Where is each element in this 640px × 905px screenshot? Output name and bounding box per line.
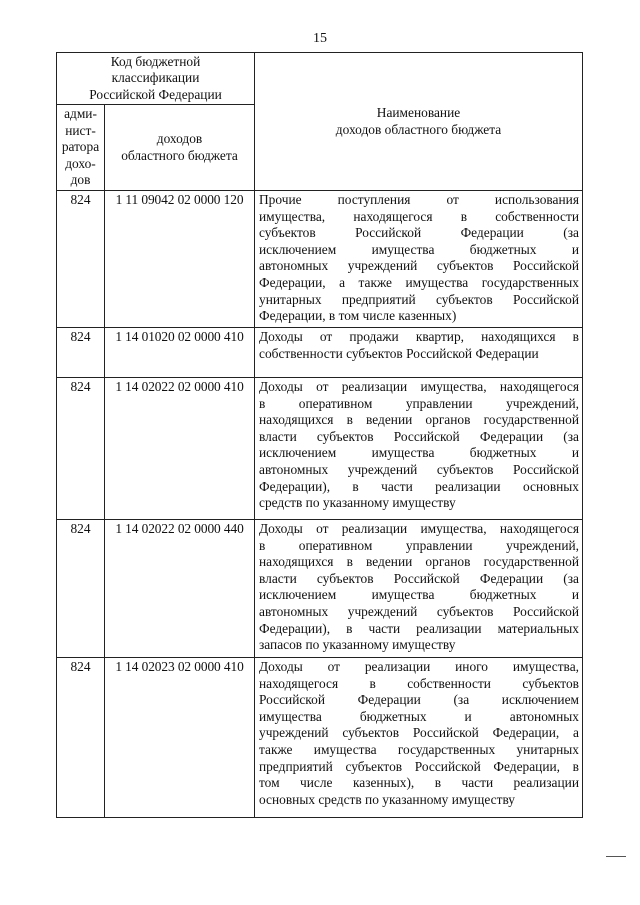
income-name-line: Доходы от продажи квартир, находящихся в (259, 329, 579, 344)
income-name-line: учреждений субъектов Российской Федерации, а (259, 725, 579, 741)
income-name-line: Федерации), в части реализации материальных (259, 620, 579, 636)
header-lines: Код бюджетной классификации Российской Федерации (89, 53, 222, 102)
table-row (57, 191, 583, 328)
income-name-line: исключением имущества бюджетных и (259, 241, 579, 257)
income-name-line: Доходы от реализации имущества, находящегося (259, 521, 579, 536)
income-name-line: автономных учреждений субъектов Российской (259, 258, 579, 274)
income-name-line: находящегося в собственности субъектов (259, 675, 579, 691)
income-name-cell (255, 191, 583, 328)
table-row (57, 520, 583, 658)
header-income-name (255, 53, 583, 191)
income-name-line: автономных учреждений субъектов Российской (259, 461, 579, 477)
income-name-line: Прочие поступления от использования (259, 192, 579, 207)
income-name-line: Федерации, в том числе казенных) (259, 308, 457, 324)
header-budget-code-group (57, 53, 255, 105)
administrator-code-cell: 824 (57, 378, 105, 520)
income-name-line: исключением имущества бюджетных и (259, 587, 579, 603)
income-name-line: Федерации, а также имущества государственных (259, 274, 579, 290)
administrator-code-cell: 824 (57, 658, 105, 818)
budget-code-cell: 1 14 02022 02 0000 440 (105, 520, 255, 658)
income-name-cell (255, 520, 583, 658)
income-name-line: Доходы от реализации иного имущества, (259, 659, 579, 674)
table-row (57, 378, 583, 520)
administrator-code-cell: 824 (57, 328, 105, 378)
table-row (57, 328, 583, 378)
budget-code-cell: 1 14 02022 02 0000 410 (105, 378, 255, 520)
income-name-line: автономных учреждений субъектов Российской (259, 603, 579, 619)
income-name-line: имущества, находящегося в собственности (259, 208, 579, 224)
administrator-code-cell: 824 (57, 520, 105, 658)
administrator-code-cell: 824 (57, 191, 105, 328)
table-header-row (57, 53, 583, 105)
header-income-code (105, 105, 255, 191)
income-name-line: запасов по указанному имуществу (259, 637, 456, 653)
header-lines: Наименование доходов областного бюджета (335, 104, 502, 137)
income-name-cell (255, 658, 583, 818)
income-name-cell (255, 378, 583, 520)
income-name-line: в оперативном управлении учреждений, (259, 537, 579, 553)
income-name-line: власти субъектов Российской Федерации (за (259, 428, 579, 444)
income-name-line: имущества бюджетных и автономных (259, 708, 579, 724)
income-name-line: также имущества государственных унитарных (259, 741, 579, 757)
budget-code-cell: 1 14 01020 02 0000 410 (105, 328, 255, 378)
income-name-line: средств по указанному имуществу (259, 495, 456, 511)
income-name-line: в оперативном управлении учреждений, (259, 395, 579, 411)
header-administrator (57, 105, 105, 191)
income-name-line: субъектов Российской Федерации (за (259, 225, 579, 241)
page-number: 15 (313, 31, 327, 46)
income-name-line: Федерации), в части реализации основных (259, 478, 579, 494)
table-row (57, 658, 583, 818)
income-name-line: собственности субъектов Российской Федерации (259, 345, 539, 361)
budget-classification-table (56, 52, 583, 818)
income-name-line: том числе казенных), в части реализации (259, 775, 579, 791)
income-name-line: исключением имущества бюджетных и (259, 445, 579, 461)
budget-code-cell: 1 11 09042 02 0000 120 (105, 191, 255, 328)
income-name-line: Доходы от реализации имущества, находящегося (259, 379, 579, 394)
header-lines: адми- нист- ратора дохо- дов (61, 106, 100, 188)
income-name-line: предприятий субъектов Российской Федерации, в (259, 758, 579, 774)
income-name-line: унитарных предприятий субъектов Российской (259, 291, 579, 307)
income-name-line: находящихся в ведении органов государственной (259, 554, 579, 570)
income-name-line: власти субъектов Российской Федерации (за (259, 570, 579, 586)
income-name-line: находящихся в ведении органов государственной (259, 412, 579, 428)
budget-code-cell: 1 14 02023 02 0000 410 (105, 658, 255, 818)
income-name-line: основных средств по указанному имуществу (259, 791, 515, 807)
header-lines: доходов областного бюджета (121, 130, 238, 163)
income-name-cell (255, 328, 583, 378)
scan-mark (606, 856, 626, 857)
income-name-line: Российской Федерации (за исключением (259, 692, 579, 708)
